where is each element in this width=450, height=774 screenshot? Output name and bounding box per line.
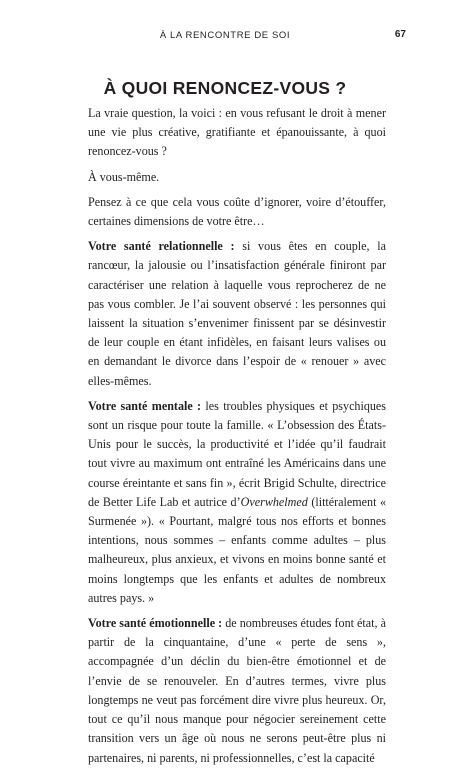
paragraph-lead: Votre santé mentale : (88, 398, 202, 413)
running-title: À LA RENCONTRE DE SOI (159, 30, 291, 41)
paragraph-lead: Votre santé relationnelle : (88, 239, 235, 254)
page-number: 67 (394, 29, 406, 40)
paragraph: Pensez à ce que cela vous coûte d’ignorer, voire d’étouffer, certaines dimensions de votre être… (88, 194, 386, 229)
body-text (88, 104, 386, 774)
paragraph-relational-health (88, 237, 386, 391)
paragraph-lead: Votre santé émotionnelle : (88, 616, 223, 631)
paragraph: À vous-même. (88, 169, 160, 184)
paragraph-text: les troubles physiques et psychiques sont un risque pour toute la famille. « L’obsession des États-Unis pour le succès, la productivité et l’idée qu’il faudrait tout vivre au maximum ont entraîné les Américains dans une course éreintante et sans fin », écrit Brigid Schulte, directrice de Better Life Lab et autrice d’ (88, 398, 387, 509)
paragraph-text: (littéralement « Surmenée »). « Pourtant, malgré tous nos efforts et bonnes intentions, nous sommes – enfants comme adultes – plus malheureux, plus anxieux, et vivons en moins bonne santé et moins longtemps que les enfants et adultes de nombreux autres pays. » (88, 494, 387, 605)
paragraph: La vraie question, la voici : en vous refusant le droit à mener une vie plus créative, gratifiante et épanouissante, à quoi renoncez-vous ? (88, 106, 386, 159)
paragraph-emotional-health (88, 614, 386, 768)
book-title: Overwhelmed (240, 494, 308, 509)
paragraph-mental-health (88, 397, 386, 608)
paragraph-text: de nombreuses études font état, à partir de la cinquantaine, d’une « perte de sens », accompagnée d’un déclin du bien-être émotionnel et de l’envie de se renouveler. En d’autres termes, vivre plus longtemps ne veut pas forcément dire vivre plus heureux. Or, tout ce qu’il nous manque pour négocier sereinement cette transition vers un âge où nous ne serons peut-être plus ni partenaires, ni parents, ni professionnelles, c’est la capacité (88, 616, 386, 765)
section-heading: À QUOI RENONCEZ-VOUS ? (103, 78, 347, 98)
paragraph-text: si vous êtes en couple, la rancœur, la jalousie ou l’insatisfaction générale finiront par caractériser une relation à laquelle vous reprocherez de ne pas vous combler. Je l’ai souvent observé : les personnes qui laissent la situation s’envenimer finissent par se désinvestir de leur couple en étant infidèles, en faisant leurs valises ou en demandant le divorce dans l’espoir de « renouer » avec elles-mêmes. (88, 239, 386, 388)
